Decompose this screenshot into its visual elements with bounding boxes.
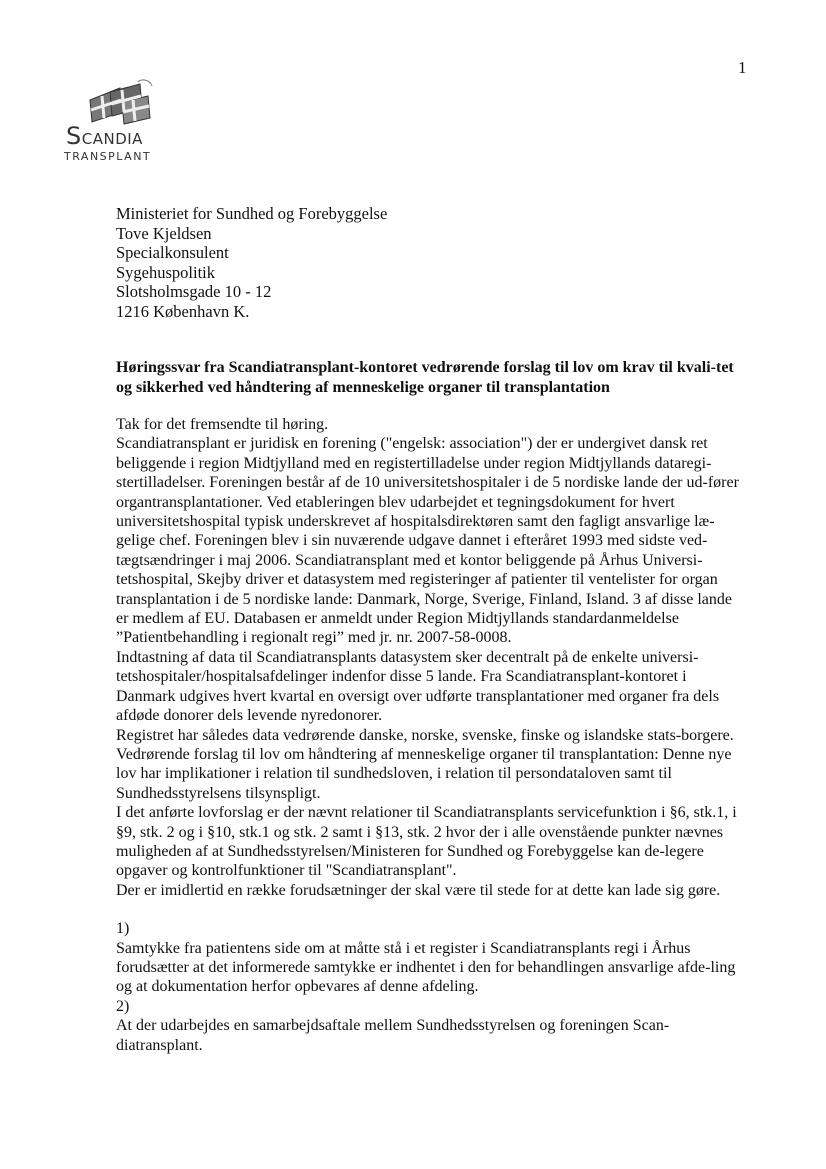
paragraph: Vedrørende forslag til lov om håndtering af menneskelige organer til transplantation: Denne nye lov har implikationer i relation til sundhedsloven, i relation til persondataloven samt til Sundhedsstyrelsens tilsynspligt. bbox=[116, 745, 732, 802]
item-text: At der udarbejdes en samarbejdsaftale mellem Sundhedsstyrelsen og foreningen Scan-diatransplant. bbox=[116, 1017, 670, 1054]
address-line: Slotsholmsgade 10 - 12 bbox=[116, 282, 272, 301]
address-line: Tove Kjeldsen bbox=[116, 223, 212, 243]
letter-body bbox=[116, 415, 748, 1055]
address-line: Ministeriet for Sundhed og Forebyggelse bbox=[116, 204, 388, 223]
page-number: 1 bbox=[738, 58, 747, 77]
address-line: 1216 København K. bbox=[116, 301, 250, 321]
paragraph: Registret har således data vedrørende danske, norske, svenske, finske og islandske stats-borgere. bbox=[116, 726, 734, 744]
logo-word-transplant: TRANSPLANT bbox=[64, 150, 152, 163]
paragraph: Tak for det fremsendte til høring. bbox=[116, 416, 329, 433]
paragraph: Der er imidlertid en række forudsætninger der skal være til stede for at dette kan lade sig gøre. bbox=[116, 881, 721, 899]
item-number: 1) bbox=[116, 920, 130, 938]
logo-word-scandia: SCANDIA bbox=[66, 122, 143, 150]
recipient-address bbox=[116, 204, 387, 321]
address-line: Specialkonsulent bbox=[116, 243, 229, 262]
scandia-transplant-logo bbox=[62, 78, 172, 168]
item-text: Samtykke fra patientens side om at måtte stå i et register i Scandiatransplants regi i Århus forudsætter at det informerede samtykke er indhentet i den for behandlingen ansvarlige afde-ling og at dokumentation herfor opbevares af denne afdeling. bbox=[116, 939, 736, 996]
item-number: 2) bbox=[116, 997, 130, 1015]
paragraph: Indtastning af data til Scandiatransplants datasystem sker decentralt på de enkelte universi-tetshospitaler/hospitalsafdelinger indenfor disse 5 lande. Fra Scandiatransplant-kontoret i Danmark udgives hvert kvartal en oversigt over udførte transplantationer med organer fra dels afdøde donorer dels levende nyredonorer. bbox=[116, 648, 720, 725]
address-line: Sygehuspolitik bbox=[116, 262, 216, 282]
paragraph: Scandiatransplant er juridisk en forening ("engelsk: association") der er undergivet dansk ret beliggende i region Midtjylland med en registertilladelse under region Midtjyllands dataregi-stertilladelser. Foreningen består af de 10 universitetshospitaler i de 5 nordiske lande der ud-fører organtransplantationer. Ved etableringen blev udarbejdet et tegningsdokument for hvert universitetshospital typisk underskrevet af hospitalsdirektøren samt den fagligt ansvarlige læ-gelige chef. Foreningen blev i sin nuværende udgave dannet i efteråret 1993 med sidste ved-tægtsændringer i maj 2006. Scandiatransplant med et kontor beliggende på Århus Universi-tetshospital, Skejby driver et datasystem med registeringer af patienter til ventelister for organ transplantation i de 5 nordiske lande: Danmark, Norge, Sverige, Finland, Island. 3 af disse lande er medlem af EU. Databasen er anmeldt under Region Midtjyllands standardanmeldelse ”Patientbehandling i regionalt regi” med jr. nr. 2007-58-0008. bbox=[116, 435, 739, 647]
letter-heading: Høringssvar fra Scandiatransplant-kontoret vedrørende forslag til lov om krav til kvali-tet og sikkerhed ved håndtering af menneskelige organer til transplantation bbox=[116, 359, 734, 396]
paragraph: I det anførte lovforslag er der nævnt relationer til Scandiatransplants servicefunktion i §6, stk.1, i §9, stk. 2 og i §10, stk.1 og stk. 2 samt i §13, stk. 2 hvor der i alle ovenstående punkter nævnes muligheden af at Sundhedsstyrelsen/Ministeren for Sundhed og Forebyggelse kan de-legere opgaver og kontrolfunktioner til "Scandiatransplant". bbox=[116, 804, 737, 880]
